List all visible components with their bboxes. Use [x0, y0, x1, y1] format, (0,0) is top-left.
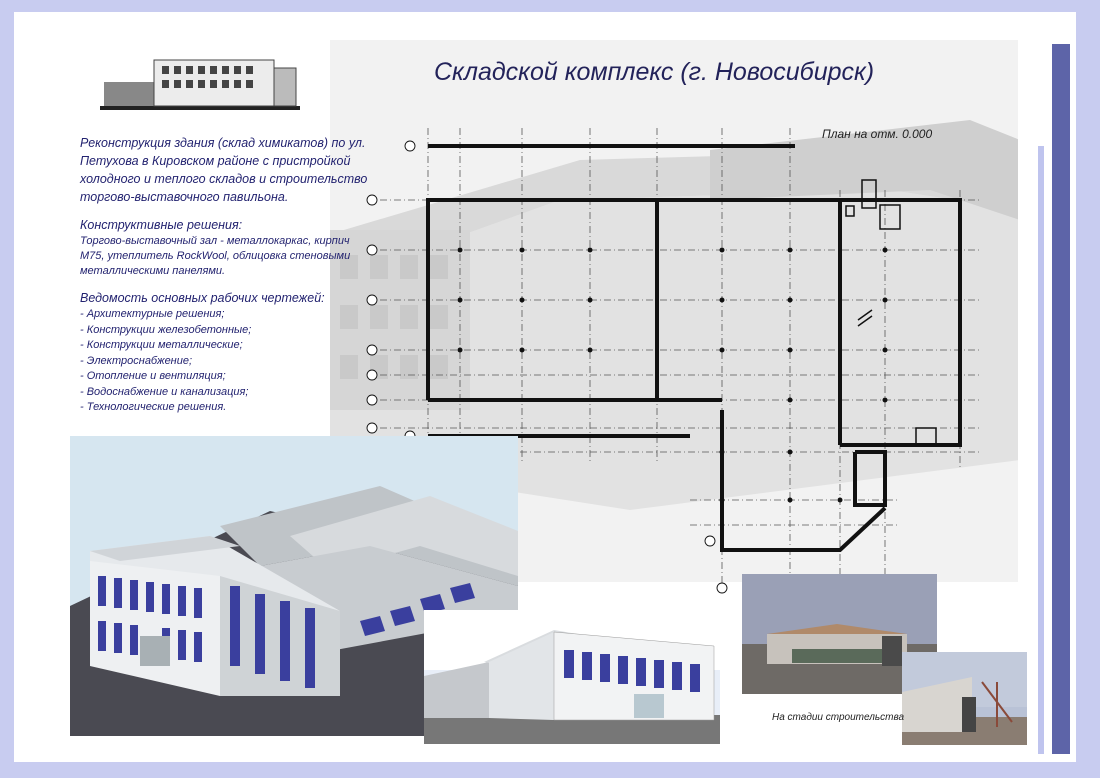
elevation-drawing	[100, 48, 300, 114]
drawings-list	[80, 307, 370, 416]
photo-caption: На стадии строительства	[772, 712, 905, 723]
list-item: - Конструкции металлические;	[80, 339, 243, 351]
plan-label: План на отм. 0.000	[822, 127, 933, 141]
construction-photo-2	[902, 652, 1027, 745]
page-title: Складской комплекс (г. Новосибирск)	[434, 58, 875, 86]
description-intro: Реконструкция здания (склад химикатов) по ул. Петухова в Кировском районе с пристройкой холодного и теплого складов и строительство торгово-выставочного павильона.	[80, 136, 368, 204]
project-description	[80, 134, 370, 416]
render-front-view	[424, 610, 720, 744]
list-item: - Конструкции железобетонные;	[80, 323, 252, 336]
structural-text: Торгово-выставочный зал - металлокаркас, кирпич М75, утеплитель RockWool, облицовка стеновыми металлическими панелями.	[80, 235, 351, 277]
list-item: - Электроснабжение;	[80, 354, 193, 367]
structural-heading: Конструктивные решения:	[80, 218, 243, 232]
list-item: - Отопление и вентиляция;	[80, 370, 226, 382]
list-item: - Водоснабжение и канализация;	[80, 385, 249, 398]
list-item: - Архитектурные решения;	[80, 308, 225, 320]
drawings-heading: Ведомость основных рабочих чертежей:	[80, 291, 325, 305]
list-item: - Технологические решения.	[80, 401, 227, 413]
